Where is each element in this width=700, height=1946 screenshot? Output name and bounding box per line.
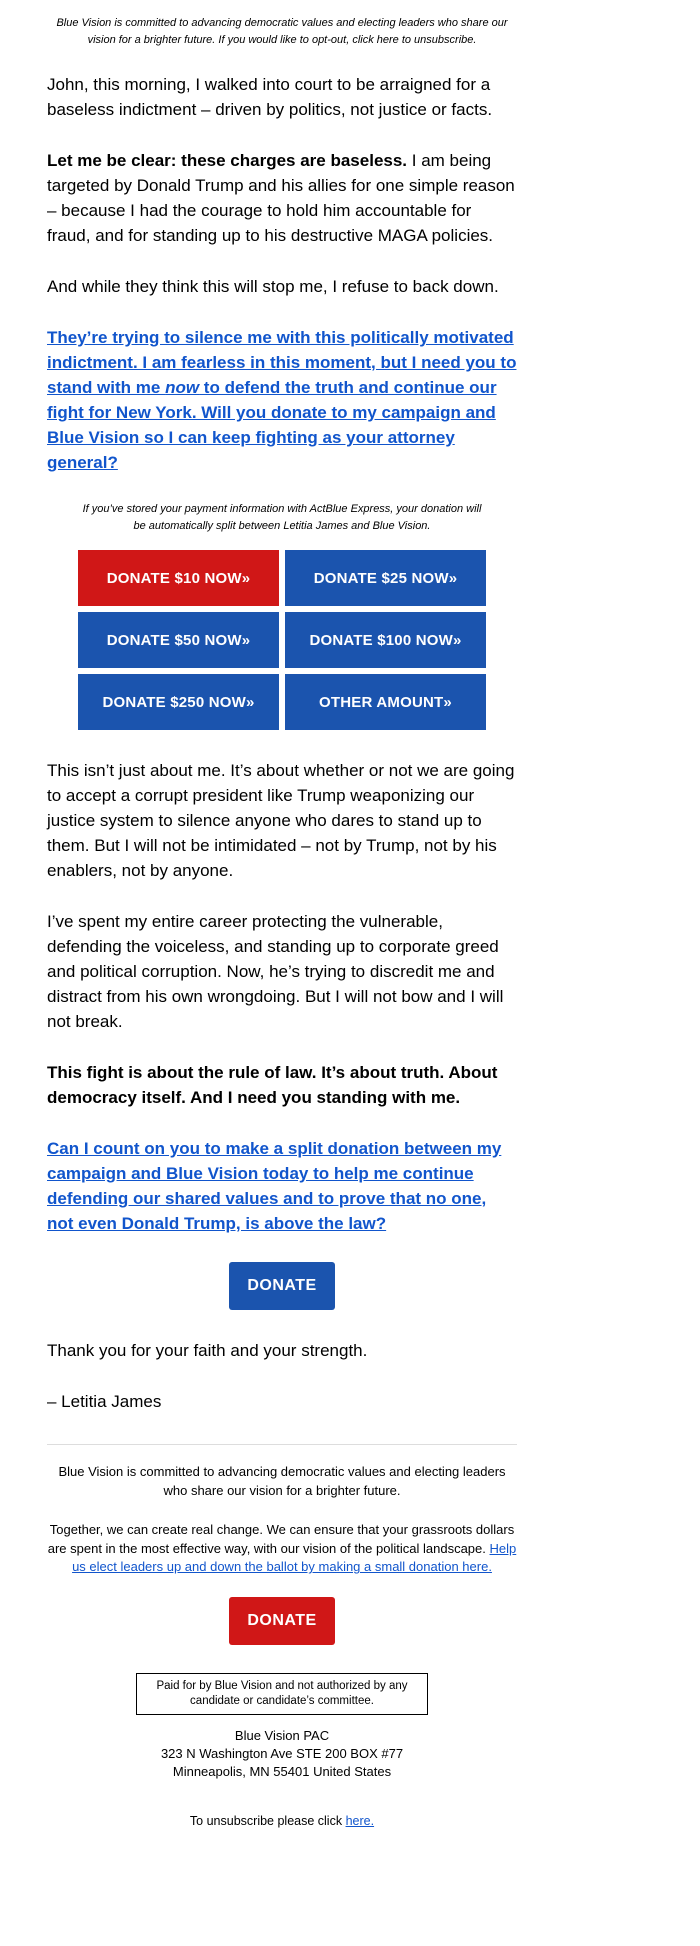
paragraph-intro: John, this morning, I walked into court to be arraigned for a baseless indictment – driven by politics, not justice or facts. [47, 75, 493, 119]
top-disclaimer-text: Blue Vision is committed to advancing democratic values and electing leaders who share our vision for a brighter future. If you would like to opt-out, [56, 17, 508, 46]
donate-amount-grid [78, 550, 486, 730]
footer-together-text: Together, we can create real change. We can ensure that your grassroots dollars are spent in the most effective way, with our vision of the political landscape. [47, 1521, 515, 1556]
address-line-1: 323 N Washington Ave STE 200 BOX #77 [160, 1746, 404, 1762]
donate-25-button[interactable]: DONATE $25 NOW» [285, 550, 486, 606]
footer-mission: Blue Vision is committed to advancing democratic values and electing leaders who share our vision for a brighter future. [58, 1464, 506, 1498]
optout-link[interactable]: click here to unsubscribe. [352, 33, 477, 46]
donate-appeal-link-1-after: to defend the truth and continue our fight for New York. Will you donate to my campaign and Blue Vision so I can keep fighting as your attorney general? [47, 378, 497, 472]
donate-other-button[interactable]: OTHER AMOUNT» [285, 674, 486, 730]
paragraph-charges-rest: I am being targeted by Donald Trump and his allies for one simple reason – because I had the courage to hold him accountable for fraud, and for standing up to his destructive MAGA policies. [47, 151, 515, 245]
paragraph-donate-appeal-2 [47, 1136, 517, 1236]
paragraph-thanks: Thank you for your faith and your strength. [47, 1341, 368, 1360]
footer-divider [47, 1444, 517, 1445]
address-block [47, 1727, 517, 1782]
unsubscribe-text: To unsubscribe please click [189, 1813, 346, 1828]
donate-button-footer[interactable]: DONATE [229, 1597, 335, 1645]
paragraph-charges-bold: Let me be clear: these charges are baseless. [47, 151, 408, 170]
donate-appeal-link-1-before: They’re trying to silence me with this politically motivated indictment. I am fearless in this moment, but I need you to stand with me [47, 328, 517, 397]
footer-together [47, 1521, 517, 1578]
paid-for-disclaimer: Paid for by Blue Vision and not authorized by any candidate or candidate’s committee. [136, 1673, 428, 1715]
paragraph-donate-appeal-1 [47, 325, 517, 475]
email-body [47, 0, 517, 1868]
paragraph-rule-of-law [47, 1060, 517, 1110]
donate-appeal-link-1[interactable] [47, 328, 516, 472]
paragraph-not-about-me: This isn’t just about me. It’s about whether or not we are going to accept a corrupt president like Trump weaponizing our justice system to silence anyone who dares to stand up to them. But I will not be intimidated – not by Trump, not by his enablers, not by anyone. [47, 761, 515, 880]
footer-donate-link[interactable]: Help us elect leaders up and down the ballot by making a small donation here. [72, 1540, 517, 1575]
paragraph-career: I’ve spent my entire career protecting the vulnerable, defending the voiceless, and standing up to corporate greed and political corruption. Now, he’s trying to discredit me and distract from his own wrongdoing. But I will not bow and I will not break. [47, 912, 504, 1031]
top-disclaimer [55, 15, 509, 48]
donate-50-button[interactable]: DONATE $50 NOW» [78, 612, 279, 668]
paragraph-rule-of-law-bold: This fight is about the rule of law. It’s about truth. About democracy itself. And I need you standing with me. [47, 1063, 498, 1107]
donate-100-button[interactable]: DONATE $100 NOW» [285, 612, 486, 668]
org-name: Blue Vision PAC [234, 1728, 330, 1744]
paragraph-charges [47, 148, 517, 248]
paragraph-refuse: And while they think this will stop me, I refuse to back down. [47, 277, 499, 296]
donate-250-button[interactable]: DONATE $250 NOW» [78, 674, 279, 730]
unsubscribe-link[interactable]: here. [345, 1813, 375, 1828]
unsubscribe-line [47, 1814, 517, 1868]
donate-button-primary[interactable]: DONATE [229, 1262, 335, 1310]
signature: – Letitia James [47, 1392, 162, 1411]
address-line-2: Minneapolis, MN 55401 United States [172, 1764, 392, 1780]
donate-appeal-link-2[interactable]: Can I count on you to make a split donation between my campaign and Blue Vision today to help me continue defending our shared values and to prove that no one, not even Donald Trump, is above the law? [47, 1139, 502, 1233]
actblue-express-note: If you’ve stored your payment information with ActBlue Express, your donation will be automatically split between Letitia James and Blue Vision. [82, 503, 482, 532]
donate-10-button[interactable]: DONATE $10 NOW» [78, 550, 279, 606]
donate-appeal-link-1-italic: now [165, 378, 200, 397]
